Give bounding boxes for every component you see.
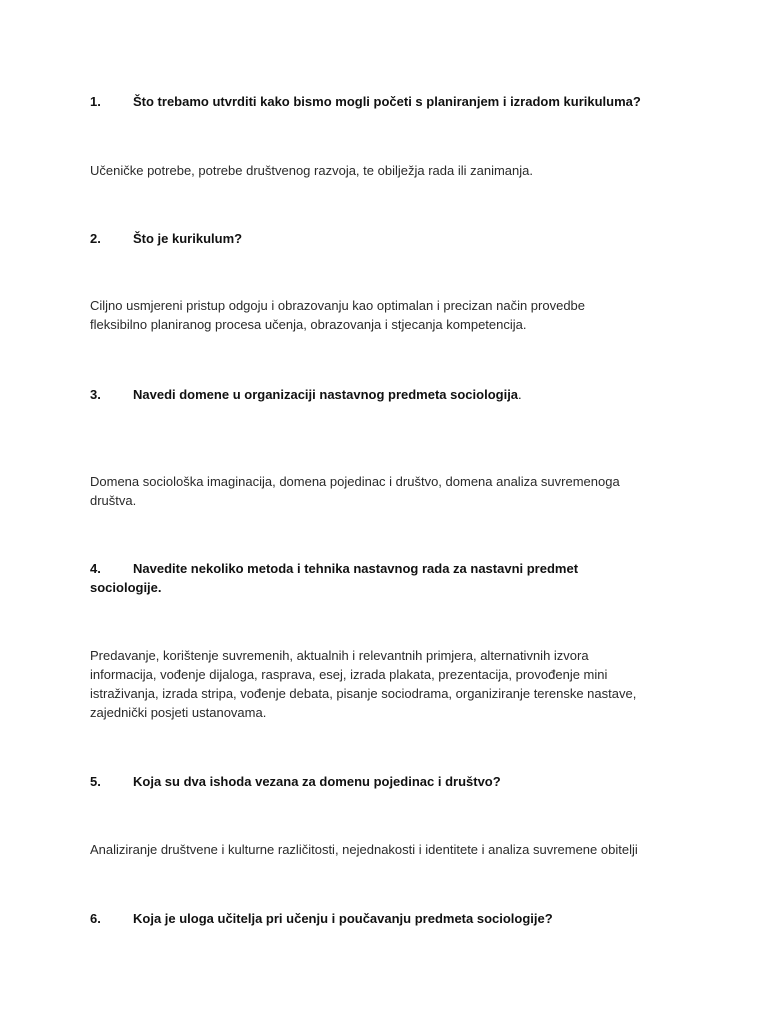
answer-4 (90, 646, 690, 722)
question-3 (90, 385, 690, 404)
question-5 (90, 772, 690, 791)
answer-line: zajednički posjeti ustanovama. (90, 705, 267, 720)
question-text: Što trebamo utvrditi kako bismo mogli početi s planiranjem i izradom kurikuluma? (133, 94, 641, 109)
question-number: 1. (90, 94, 101, 109)
answer-line: Učeničke potrebe, potrebe društvenog razvoja, te obilježja rada ili zanimanja. (90, 163, 533, 178)
answer-line: istraživanja, izrada stripa, vođenje debata, pisanje sociodrama, organiziranje terenske nastave, (90, 686, 637, 701)
answer-2 (90, 296, 690, 334)
answer-line: Ciljno usmjereni pristup odgoju i obrazovanju kao optimalan i precizan način provedbe (90, 298, 586, 313)
question-text: Navedi domene u organizaciji nastavnog predmeta sociologija (133, 387, 519, 402)
question-text: Koja su dva ishoda vezana za domenu pojedinac i društvo? (133, 774, 501, 789)
answer-3 (90, 472, 690, 510)
question-number: 5. (90, 774, 101, 789)
question-number: 6. (90, 911, 101, 926)
answer-line: fleksibilno planiranog procesa učenja, obrazovanja i stjecanja kompetencija. (90, 317, 527, 332)
question-number: 2. (90, 231, 101, 246)
answer-1 (90, 161, 690, 180)
question-text: Koja je uloga učitelja pri učenju i poučavanju predmeta sociologije? (133, 911, 553, 926)
question-6 (90, 909, 690, 928)
answer-line: društva. (90, 493, 137, 508)
question-text-continuation: sociologije. (90, 580, 162, 595)
question-number: 3. (90, 387, 101, 402)
answer-5 (90, 840, 690, 859)
question-text: Navedite nekoliko metoda i tehnika nastavnog rada za nastavni predmet (133, 561, 579, 576)
answer-line: Domena sociološka imaginacija, domena pojedinac i društvo, domena analiza suvremenoga (90, 474, 620, 489)
question-trailing-period: . (518, 387, 522, 402)
answer-line: Predavanje, korištenje suvremenih, aktualnih i relevantnih primjera, alternativnih izvora (90, 648, 589, 663)
question-4 (90, 559, 690, 597)
question-2 (90, 229, 690, 248)
question-number: 4. (90, 561, 101, 576)
answer-line: Analiziranje društvene i kulturne različitosti, nejednakosti i identitete i analiza suvremene obitelji (90, 842, 638, 857)
question-1 (90, 92, 690, 111)
question-text: Što je kurikulum? (133, 231, 243, 246)
answer-line: informacija, vođenje dijaloga, rasprava, esej, izrada plakata, prezentacija, provođenje mini (90, 667, 608, 682)
